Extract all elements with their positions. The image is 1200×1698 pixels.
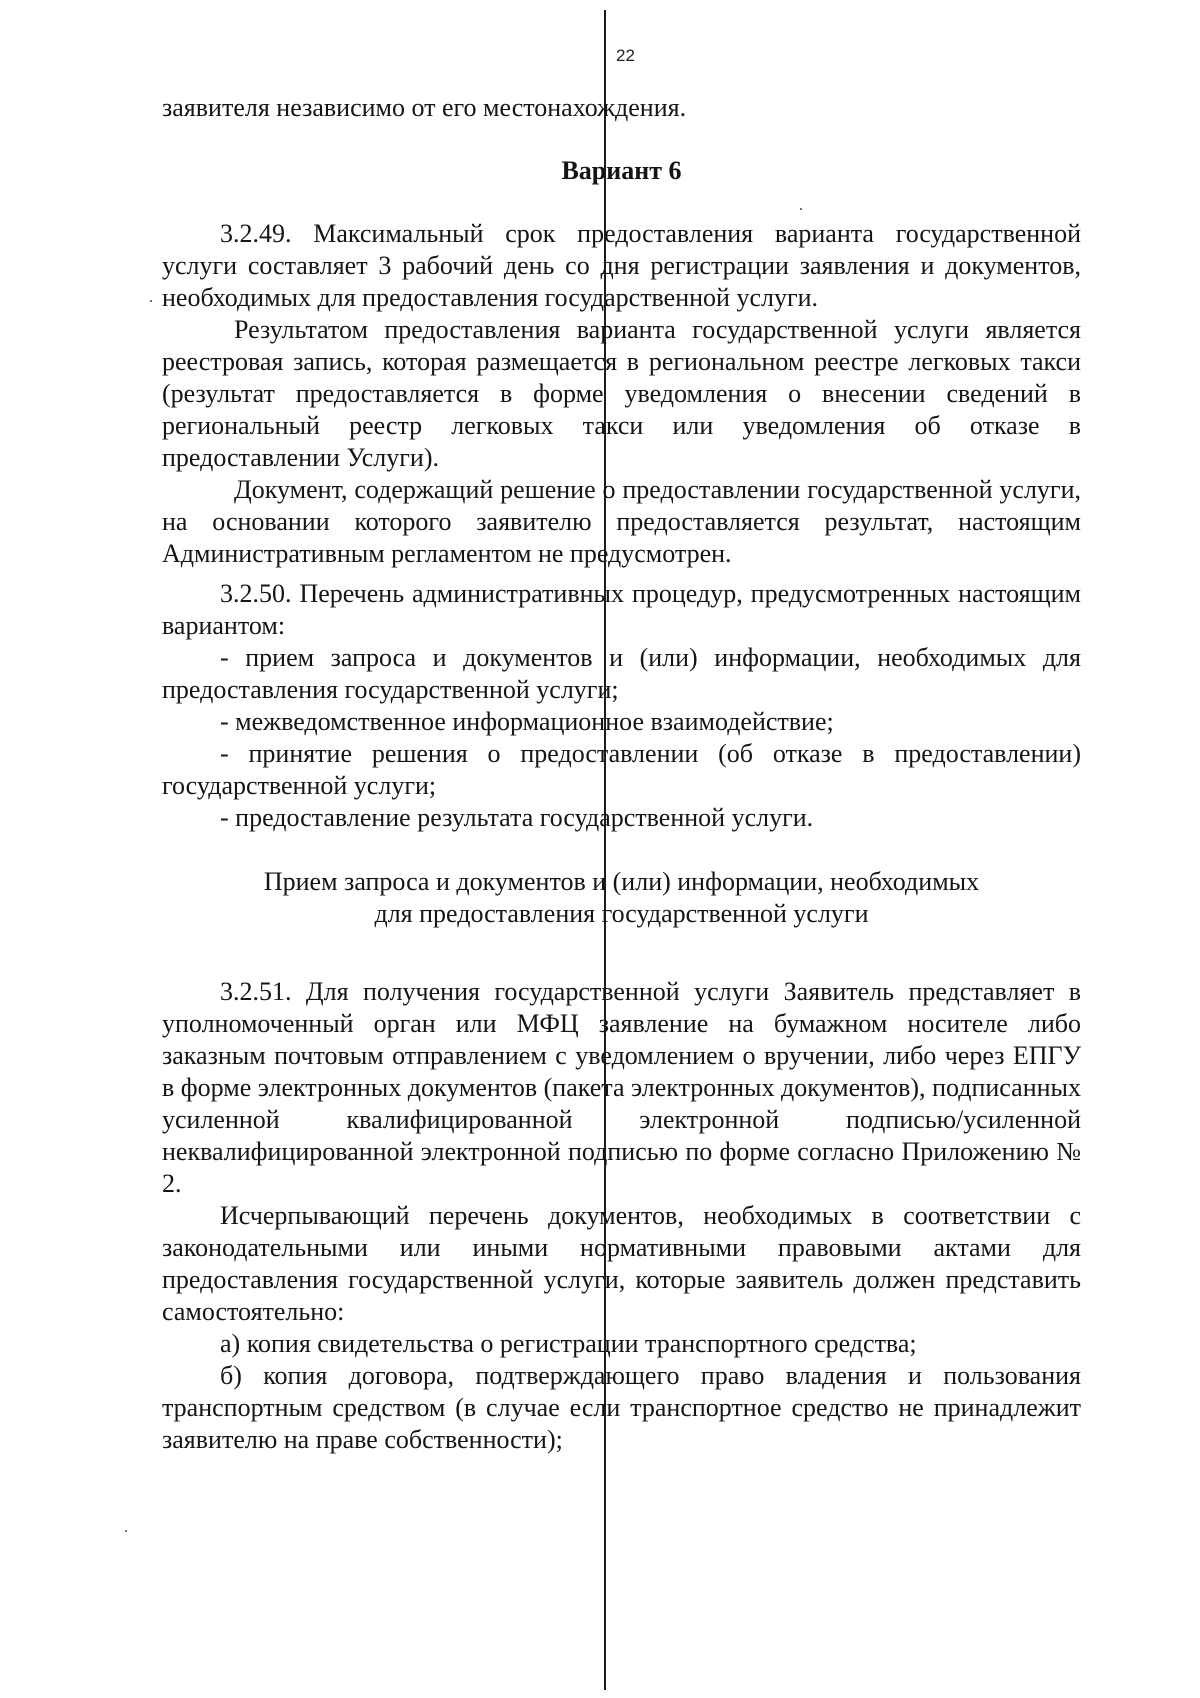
scan-speck	[800, 208, 802, 210]
paragraph-3-2-50-intro: 3.2.50. Перечень административных процедур, предусмотренных настоящим вариантом:	[162, 579, 1081, 640]
procedure-item: - предоставление результата государственной услуги.	[220, 803, 814, 832]
subheading-line-1: Прием запроса и документов и (или) информации, необходимых	[263, 867, 980, 896]
scan-speck	[125, 1530, 127, 1532]
subsection-heading	[162, 866, 1081, 930]
continuation-line: заявителя независимо от его местонахождения.	[162, 93, 687, 122]
paragraph-3-2-51-documents: Исчерпывающий перечень документов, необходимых в соответствии с законодательными или иными нормативными правовыми актами для предоставления государственной услуги, которые заявитель должен представить самостоятельно:	[162, 1201, 1081, 1326]
variant-title: Вариант 6	[561, 156, 682, 185]
procedure-item: - принятие решения о предоставлении (об отказе в предоставлении) государственной услуги;	[162, 739, 1081, 800]
variant-heading	[162, 155, 1081, 187]
section-3-2-49	[162, 218, 1081, 570]
paragraph-3-2-49-result: Результатом предоставления варианта государственной услуги является реестровая запись, которая размещается в региональном реестре легковых такси (результат предоставляется в форме уведомления о внесении сведений в региональный реестр легковых такси или уведомления об отказе в предоставлении Услуги).	[162, 315, 1081, 472]
procedure-item: - прием запроса и документов и (или) информации, необходимых для предоставления государственной услуги;	[162, 643, 1081, 704]
document-item-b: б) копия договора, подтверждающего право владения и пользования транспортным средством (в случае если транспортное средство не принадлежит заявителю на праве собственности);	[162, 1361, 1081, 1454]
paragraph-3-2-51-application: 3.2.51. Для получения государственной услуги Заявитель представляет в уполномоченный орган или МФЦ заявление на бумажном носителе либо заказным почтовым отправлением с уведомлением о вручении, либо через ЕПГУ в форме электронных документов (пакета электронных документов), подписанных усиленной квалифицированной электронной подписью/усиленной неквалифицированной электронной подписью по форме согласно Приложению № 2.	[162, 977, 1081, 1198]
section-3-2-51	[162, 976, 1081, 1456]
subheading-line-2: для предоставления государственной услуги	[374, 899, 869, 928]
scan-speck	[150, 300, 152, 302]
document-item-a: а) копия свидетельства о регистрации транспортного средства;	[220, 1329, 917, 1358]
paragraph-3-2-49-decision: Документ, содержащий решение о предоставлении государственной услуги, на основании которого заявителю предоставляется результат, настоящим Административным регламентом не предусмотрен.	[162, 475, 1081, 568]
section-3-2-50	[162, 578, 1081, 834]
continuation-text	[162, 92, 1081, 124]
page-number: 22	[616, 46, 635, 65]
procedure-item: - межведомственное информационное взаимодействие;	[220, 707, 834, 736]
paragraph-3-2-49-term: 3.2.49. Максимальный срок предоставления варианта государственной услуги составляет 3 рабочий день со дня регистрации заявления и документов, необходимых для предоставления государственной услуги.	[162, 219, 1081, 312]
